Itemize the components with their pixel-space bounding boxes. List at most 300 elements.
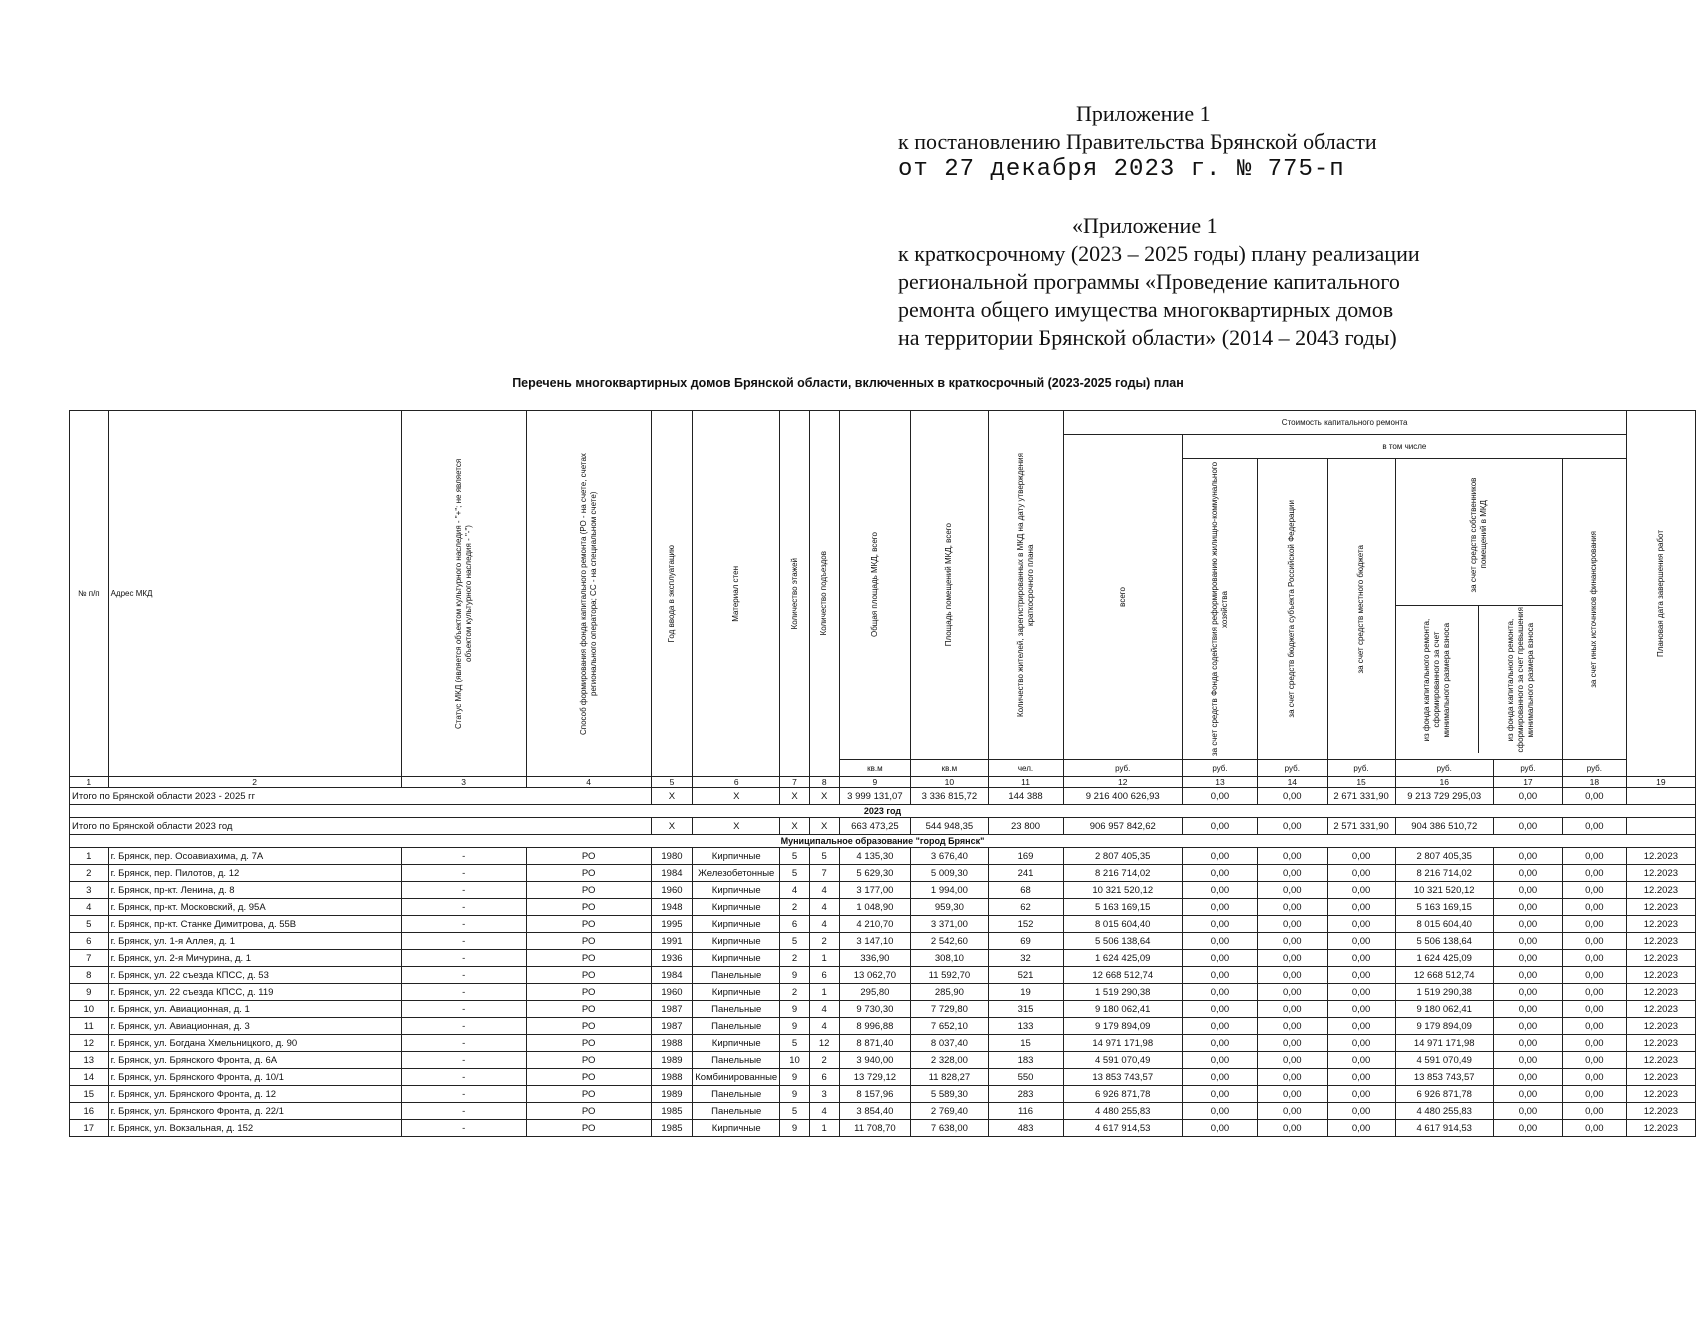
subject-budget: 0,00 [1257,1086,1327,1103]
owners-min: 8 015 604,40 [1395,916,1493,933]
entrances: 4 [809,1018,839,1035]
other-sources: 0,00 [1562,1035,1626,1052]
year: 1985 [651,1120,693,1137]
planned-date: 12.2023 [1626,1018,1695,1035]
total-material: Х [693,788,780,805]
address: г. Брянск, ул. Авиационная, д. 1 [108,1001,401,1018]
column-number: 11 [988,777,1063,788]
year: 1991 [651,933,693,950]
column-number: 18 [1562,777,1626,788]
fund-method: РО [526,984,651,1001]
status: - [401,1069,526,1086]
address: г. Брянск, пер. Пилотов, д. 12 [108,865,401,882]
column-number: 8 [809,777,839,788]
year: 1984 [651,967,693,984]
entrances: 4 [809,1103,839,1120]
total-area: 336,90 [839,950,911,967]
total-cost: 906 957 842,62 [1063,818,1182,835]
entrances: 4 [809,916,839,933]
year: 1988 [651,1035,693,1052]
local-budget: 0,00 [1327,967,1395,984]
fund-reform: 0,00 [1182,1052,1257,1069]
unit-sqm: кв.м [911,760,988,777]
owners-min: 9 180 062,41 [1395,1001,1493,1018]
column-number-row [70,777,1696,788]
table-row [70,848,1696,865]
total-area: 4 135,30 [839,848,911,865]
total-area: 4 210,70 [839,916,911,933]
inner-appendix-line: к краткосрочному (2023 – 2025 годы) плану реализации [898,241,1420,266]
floors: 9 [780,1018,810,1035]
cost-total: 4 591 070,49 [1063,1052,1182,1069]
entrances: 1 [809,984,839,1001]
inner-appendix-line: на территории Брянской области» (2014 – 2043 годы) [898,325,1397,350]
unit-rub: руб. [1562,760,1626,777]
floors: 9 [780,1069,810,1086]
cost-total: 9 180 062,41 [1063,1001,1182,1018]
column-number: 4 [526,777,651,788]
owners-excess: 0,00 [1493,1018,1562,1035]
buildings-table [69,410,1696,1137]
fund-reform: 0,00 [1182,1086,1257,1103]
total-cost: 9 216 400 626,93 [1063,788,1182,805]
fund-reform: 0,00 [1182,933,1257,950]
fund-method: РО [526,1001,651,1018]
planned-date: 12.2023 [1626,1052,1695,1069]
total-fund-reform: 0,00 [1182,818,1257,835]
owners-min: 12 668 512,74 [1395,967,1493,984]
table-row [70,1018,1696,1035]
row-number: 11 [70,1018,109,1035]
residents: 68 [988,882,1063,899]
status: - [401,1035,526,1052]
fund-method: РО [526,899,651,916]
floors: 5 [780,933,810,950]
year-section-row [70,805,1696,818]
cost-total: 13 853 743,57 [1063,1069,1182,1086]
cost-total: 8 216 714,02 [1063,865,1182,882]
unit-rub: руб. [1063,760,1182,777]
premises-area: 3 371,00 [911,916,988,933]
column-number: 15 [1327,777,1395,788]
floors: 4 [780,882,810,899]
row-number: 16 [70,1103,109,1120]
row-number: 10 [70,1001,109,1018]
total-area: 3 177,00 [839,882,911,899]
fund-method: РО [526,865,651,882]
owners-excess: 0,00 [1493,865,1562,882]
entrances: 1 [809,1120,839,1137]
premises-area: 5 589,30 [911,1086,988,1103]
fund-reform: 0,00 [1182,950,1257,967]
floors: 9 [780,1120,810,1137]
status: - [401,1086,526,1103]
owners-excess: 0,00 [1493,916,1562,933]
year: 1989 [651,1052,693,1069]
floors: 6 [780,916,810,933]
col-owners-excess-header: из фонда капитального ремонта, сформированного за счет превышения минимального размера взноса [1505,606,1535,752]
table-row [70,950,1696,967]
residents: 483 [988,1120,1063,1137]
cost-total: 1 624 425,09 [1063,950,1182,967]
column-number: 5 [651,777,693,788]
premises-area: 7 652,10 [911,1018,988,1035]
local-budget: 0,00 [1327,984,1395,1001]
fund-method: РО [526,882,651,899]
wall-material: Железобетонные [693,865,780,882]
local-budget: 0,00 [1327,1052,1395,1069]
row-number: 17 [70,1120,109,1137]
col-fund-reform-header: за счет средств Фонда содействия реформированию жилищно-коммунального хозяйства [1182,459,1257,760]
residents: 133 [988,1018,1063,1035]
fund-reform: 0,00 [1182,848,1257,865]
premises-area: 3 676,40 [911,848,988,865]
total-label: Итого по Брянской области 2023 год [70,818,652,835]
floors: 5 [780,1035,810,1052]
address: г. Брянск, ул. Брянского Фронта, д. 10/1 [108,1069,401,1086]
wall-material: Кирпичные [693,899,780,916]
address: г. Брянск, пер. Осоавиахима, д. 7А [108,848,401,865]
residents: 283 [988,1086,1063,1103]
subject-budget: 0,00 [1257,916,1327,933]
planned-date: 12.2023 [1626,950,1695,967]
inner-appendix-line: ремонта общего имущества многоквартирных домов [898,297,1394,322]
col-status-header: Статус МКД (является объектом культурного наследия - "+"; не является объектом культурного наследия - "-") [401,411,526,777]
total-area: 9 730,30 [839,1001,911,1018]
total-local-budget: 2 671 331,90 [1327,788,1395,805]
residents: 169 [988,848,1063,865]
status: - [401,1052,526,1069]
subject-budget: 0,00 [1257,1052,1327,1069]
entrances: 4 [809,899,839,916]
residents: 550 [988,1069,1063,1086]
table-row [70,865,1696,882]
row-number: 5 [70,916,109,933]
owners-min: 5 506 138,64 [1395,933,1493,950]
year: 1985 [651,1103,693,1120]
local-budget: 0,00 [1327,1001,1395,1018]
total-area: 5 629,30 [839,865,911,882]
wall-material: Панельные [693,1001,780,1018]
address: г. Брянск, пр-кт. Станке Димитрова, д. 55В [108,916,401,933]
col-material-header: Материал стен [693,411,780,777]
local-budget: 0,00 [1327,916,1395,933]
plan-appendix-header [898,212,1420,352]
fund-method: РО [526,1052,651,1069]
other-sources: 0,00 [1562,1001,1626,1018]
planned-date: 12.2023 [1626,916,1695,933]
total-area: 8 996,88 [839,1018,911,1035]
wall-material: Панельные [693,1018,780,1035]
status: - [401,882,526,899]
owners-min: 4 591 070,49 [1395,1052,1493,1069]
residents: 152 [988,916,1063,933]
entrances: 4 [809,882,839,899]
table-row [70,984,1696,1001]
row-number: 9 [70,984,109,1001]
fund-reform: 0,00 [1182,1069,1257,1086]
wall-material: Панельные [693,1052,780,1069]
owners-min: 2 807 405,35 [1395,848,1493,865]
other-sources: 0,00 [1562,1120,1626,1137]
premises-area: 2 769,40 [911,1103,988,1120]
total-date-empty [1626,788,1695,805]
year-section-label: 2023 год [70,805,1696,818]
fund-reform: 0,00 [1182,916,1257,933]
fund-reform: 0,00 [1182,984,1257,1001]
col-entrances-header: Количество подъездов [809,411,839,777]
entrances: 12 [809,1035,839,1052]
owners-excess: 0,00 [1493,1035,1562,1052]
table-row [70,1035,1696,1052]
fund-reform: 0,00 [1182,1001,1257,1018]
col-subject-budget-header: за счет средств бюджета субъекта Российской Федерации [1257,459,1327,760]
status: - [401,899,526,916]
cost-total: 1 519 290,38 [1063,984,1182,1001]
subject-budget: 0,00 [1257,1018,1327,1035]
wall-material: Панельные [693,1086,780,1103]
table-row [70,1052,1696,1069]
address: г. Брянск, ул. Брянского Фронта, д. 22/1 [108,1103,401,1120]
column-number: 17 [1493,777,1562,788]
residents: 315 [988,1001,1063,1018]
owners-min: 4 480 255,83 [1395,1103,1493,1120]
row-number: 12 [70,1035,109,1052]
fund-reform: 0,00 [1182,1103,1257,1120]
cost-total: 8 015 604,40 [1063,916,1182,933]
other-sources: 0,00 [1562,1018,1626,1035]
subject-budget: 0,00 [1257,1120,1327,1137]
owners-excess: 0,00 [1493,899,1562,916]
floors: 9 [780,967,810,984]
year: 1987 [651,1018,693,1035]
row-number: 15 [70,1086,109,1103]
premises-area: 285,90 [911,984,988,1001]
owners-excess: 0,00 [1493,1052,1562,1069]
premises-area: 1 994,00 [911,882,988,899]
total-year: Х [651,788,693,805]
status: - [401,950,526,967]
premises-area: 959,30 [911,899,988,916]
subject-budget: 0,00 [1257,899,1327,916]
local-budget: 0,00 [1327,865,1395,882]
row-number: 8 [70,967,109,984]
row-number: 6 [70,933,109,950]
owners-group-header: за счет средств собственников помещений в МКД из фонда капитального ремонта, сформированного за счет минимального размера взноса из фонда капитального ремонта, сформированного за счет превышения минимального размера взноса [1395,459,1562,760]
column-number: 19 [1626,777,1695,788]
cost-total: 9 179 894,09 [1063,1018,1182,1035]
owners-min: 5 163 169,15 [1395,899,1493,916]
floors: 9 [780,1001,810,1018]
other-sources: 0,00 [1562,933,1626,950]
total-2023-row [70,818,1696,835]
total-local-budget: 2 571 331,90 [1327,818,1395,835]
entrances: 6 [809,967,839,984]
total-floors: Х [780,818,810,835]
total-date-empty [1626,818,1695,835]
floors: 9 [780,1086,810,1103]
other-sources: 0,00 [1562,916,1626,933]
local-budget: 0,00 [1327,1120,1395,1137]
wall-material: Кирпичные [693,984,780,1001]
wall-material: Комбинированные [693,1069,780,1086]
total-area: 13 729,12 [839,1069,911,1086]
fund-reform: 0,00 [1182,1035,1257,1052]
year: 1960 [651,984,693,1001]
owners-min: 1 624 425,09 [1395,950,1493,967]
list-title: Перечень многоквартирных домов Брянской области, включенных в краткосрочный (2023-2025 годы) план [512,376,1184,390]
total-area: 1 048,90 [839,899,911,916]
unit-rub: руб. [1257,760,1327,777]
other-sources: 0,00 [1562,899,1626,916]
local-budget: 0,00 [1327,1069,1395,1086]
premises-area: 11 828,27 [911,1069,988,1086]
inner-appendix-title: «Приложение 1 [1072,213,1218,238]
address: г. Брянск, пр-кт. Ленина, д. 8 [108,882,401,899]
table-row [70,933,1696,950]
floors: 5 [780,1103,810,1120]
subject-budget: 0,00 [1257,1103,1327,1120]
total-material: Х [693,818,780,835]
appendix-date-number: от 27 декабря 2023 г. № 775-п [898,156,1345,183]
total-other: 0,00 [1562,788,1626,805]
wall-material: Панельные [693,967,780,984]
total-subject-budget: 0,00 [1257,788,1327,805]
fund-method: РО [526,1018,651,1035]
other-sources: 0,00 [1562,1086,1626,1103]
total-fund-reform: 0,00 [1182,788,1257,805]
entrances: 3 [809,1086,839,1103]
owners-min: 8 216 714,02 [1395,865,1493,882]
fund-reform: 0,00 [1182,865,1257,882]
residents: 32 [988,950,1063,967]
total-other: 0,00 [1562,818,1626,835]
other-sources: 0,00 [1562,865,1626,882]
planned-date: 12.2023 [1626,1086,1695,1103]
subject-budget: 0,00 [1257,865,1327,882]
total-residents: 144 388 [988,788,1063,805]
table-row [70,1069,1696,1086]
residents: 116 [988,1103,1063,1120]
planned-date: 12.2023 [1626,1120,1695,1137]
unit-rub: руб. [1395,760,1493,777]
fund-method: РО [526,1069,651,1086]
fund-method: РО [526,1035,651,1052]
status: - [401,848,526,865]
owners-min: 13 853 743,57 [1395,1069,1493,1086]
col-year-header: Год ввода в эксплуатацию [651,411,693,777]
address: г. Брянск, ул. Брянского Фронта, д. 6А [108,1052,401,1069]
total-area: 11 708,70 [839,1120,911,1137]
total-area: 8 871,40 [839,1035,911,1052]
subject-budget: 0,00 [1257,950,1327,967]
local-budget: 0,00 [1327,1018,1395,1035]
subject-budget: 0,00 [1257,1069,1327,1086]
floors: 2 [780,950,810,967]
table-body [70,777,1696,1137]
table-row [70,882,1696,899]
total-label: Итого по Брянской области 2023 - 2025 гг [70,788,652,805]
other-sources: 0,00 [1562,967,1626,984]
entrances: 7 [809,865,839,882]
planned-date: 12.2023 [1626,899,1695,916]
total-area: 3 940,00 [839,1052,911,1069]
local-budget: 0,00 [1327,1103,1395,1120]
subject-budget: 0,00 [1257,1035,1327,1052]
column-number: 2 [108,777,401,788]
owners-excess: 0,00 [1493,984,1562,1001]
owners-excess: 0,00 [1493,967,1562,984]
col-residents-header: Количество жителей, зарегистрированных в МКД на дату утверждения краткосрочного плана [988,411,1063,760]
column-number: 10 [911,777,988,788]
entrances: 5 [809,848,839,865]
wall-material: Кирпичные [693,1035,780,1052]
fund-method: РО [526,1103,651,1120]
local-budget: 0,00 [1327,1086,1395,1103]
table-row [70,1001,1696,1018]
col-other-sources-header: за счет иных источников финансирования [1562,459,1626,760]
subject-budget: 0,00 [1257,984,1327,1001]
subject-budget: 0,00 [1257,933,1327,950]
wall-material: Кирпичные [693,916,780,933]
premises-area: 8 037,40 [911,1035,988,1052]
other-sources: 0,00 [1562,1052,1626,1069]
cost-total: 10 321 520,12 [1063,882,1182,899]
incl-header: в том числе [1182,435,1626,459]
row-number: 14 [70,1069,109,1086]
cost-group-header: Стоимость капитального ремонта [1063,411,1626,435]
row-number: 13 [70,1052,109,1069]
premises-area: 7 638,00 [911,1120,988,1137]
total-area: 3 147,10 [839,933,911,950]
col-local-budget-header: за счет средств местного бюджета [1327,459,1395,760]
owners-excess: 0,00 [1493,1069,1562,1086]
floors: 5 [780,848,810,865]
other-sources: 0,00 [1562,848,1626,865]
planned-date: 12.2023 [1626,1103,1695,1120]
floors: 10 [780,1052,810,1069]
owners-min: 10 321 520,12 [1395,882,1493,899]
other-sources: 0,00 [1562,950,1626,967]
table-row [70,1086,1696,1103]
column-number: 13 [1182,777,1257,788]
column-number: 1 [70,777,109,788]
owners-min: 6 926 871,78 [1395,1086,1493,1103]
col-planned-date-header: Плановая дата завершения работ [1626,411,1695,777]
total-2023-2025-row [70,788,1696,805]
total-area: 3 854,40 [839,1103,911,1120]
planned-date: 12.2023 [1626,848,1695,865]
fund-reform: 0,00 [1182,1018,1257,1035]
year: 1987 [651,1001,693,1018]
year: 1980 [651,848,693,865]
total-entrances: Х [809,788,839,805]
local-budget: 0,00 [1327,933,1395,950]
col-premises-area-header: Площадь помещений МКД, всего [911,411,988,760]
total-year: Х [651,818,693,835]
column-number: 6 [693,777,780,788]
col-num-header: № п/п [70,411,109,777]
municipality-section-label: Муниципальное образование "город Брянск" [70,835,1696,848]
planned-date: 12.2023 [1626,933,1695,950]
wall-material: Кирпичные [693,848,780,865]
total-area: 13 062,70 [839,967,911,984]
wall-material: Кирпичные [693,933,780,950]
address: г. Брянск, ул. 1-я Аллея, д. 1 [108,933,401,950]
local-budget: 0,00 [1327,899,1395,916]
owners-min: 4 617 914,53 [1395,1120,1493,1137]
unit-rub: руб. [1493,760,1562,777]
